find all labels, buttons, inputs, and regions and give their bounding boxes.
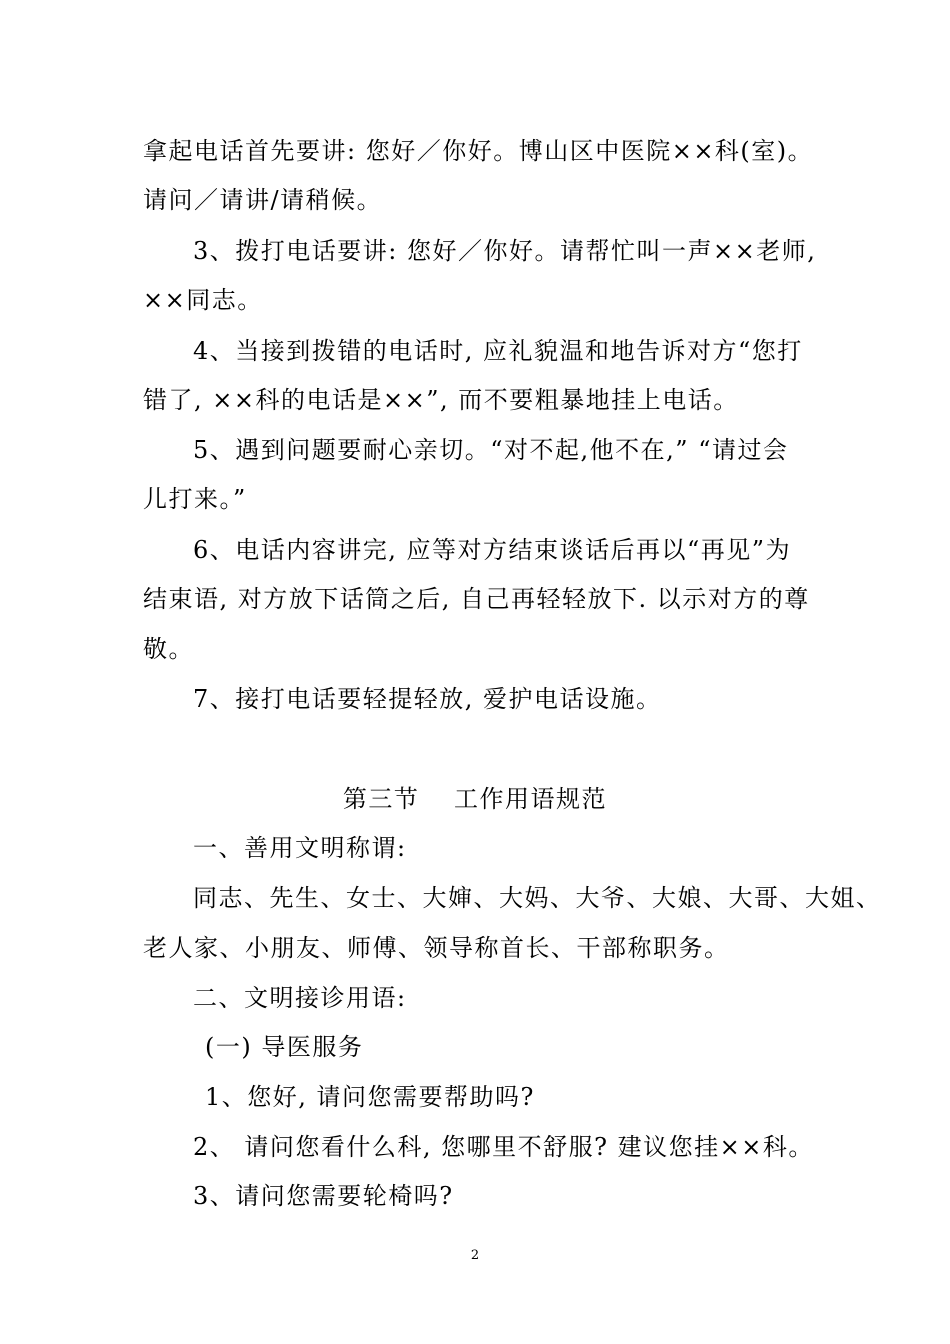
list-item: 1、您好, 请问您需要帮助吗? xyxy=(205,1083,535,1111)
subsection-heading: 一、善用文明称谓: xyxy=(193,834,407,862)
paragraph-line: 请问／请讲/请稍候。 xyxy=(143,186,383,214)
paragraph-line: 5、遇到问题要耐心亲切。“对不起,他不在,” “请过会 xyxy=(193,436,789,464)
paragraph-line: 老人家、小朋友、师傅、领导称首长、干部称职务。 xyxy=(143,934,730,962)
page-number: 2 xyxy=(470,1248,480,1263)
paragraph-line: 结束语, 对方放下话筒之后, 自己再轻轻放下. 以示对方的尊 xyxy=(143,585,810,613)
paragraph-line: 同志、先生、女士、大婶、大妈、大爷、大娘、大哥、大姐、 xyxy=(193,884,882,912)
paragraph-line: 4、当接到拨错的电话时, 应礼貌温和地告诉对方“您打 xyxy=(193,337,803,365)
paragraph-line: ××同志。 xyxy=(143,286,263,314)
paragraph-line: 儿打来。” xyxy=(143,485,247,513)
paragraph-line: 6、电话内容讲完, 应等对方结束谈话后再以“再见”为 xyxy=(193,536,792,564)
list-item: 2、 请问您看什么科, 您哪里不舒服? 建议您挂××科。 xyxy=(193,1133,814,1161)
subsection-heading: (一) 导医服务 xyxy=(205,1033,364,1061)
list-item: 3、请问您需要轮椅吗? xyxy=(193,1182,454,1210)
paragraph-line: 3、拨打电话要讲: 您好／你好。请帮忙叫一声××老师, xyxy=(193,237,817,265)
section-heading: 第三节 工作用语规范 xyxy=(342,785,608,813)
paragraph-line: 7、接打电话要轻提轻放, 爱护电话设施。 xyxy=(193,685,662,713)
paragraph-line: 错了, ××科的电话是××”, 而不要粗暴地挂上电话。 xyxy=(143,386,739,414)
subsection-heading: 二、文明接诊用语: xyxy=(193,984,407,1012)
paragraph-line: 敬。 xyxy=(143,635,194,663)
paragraph-line: 拿起电话首先要讲: 您好／你好。博山区中医院××科(室)。 xyxy=(143,137,814,165)
